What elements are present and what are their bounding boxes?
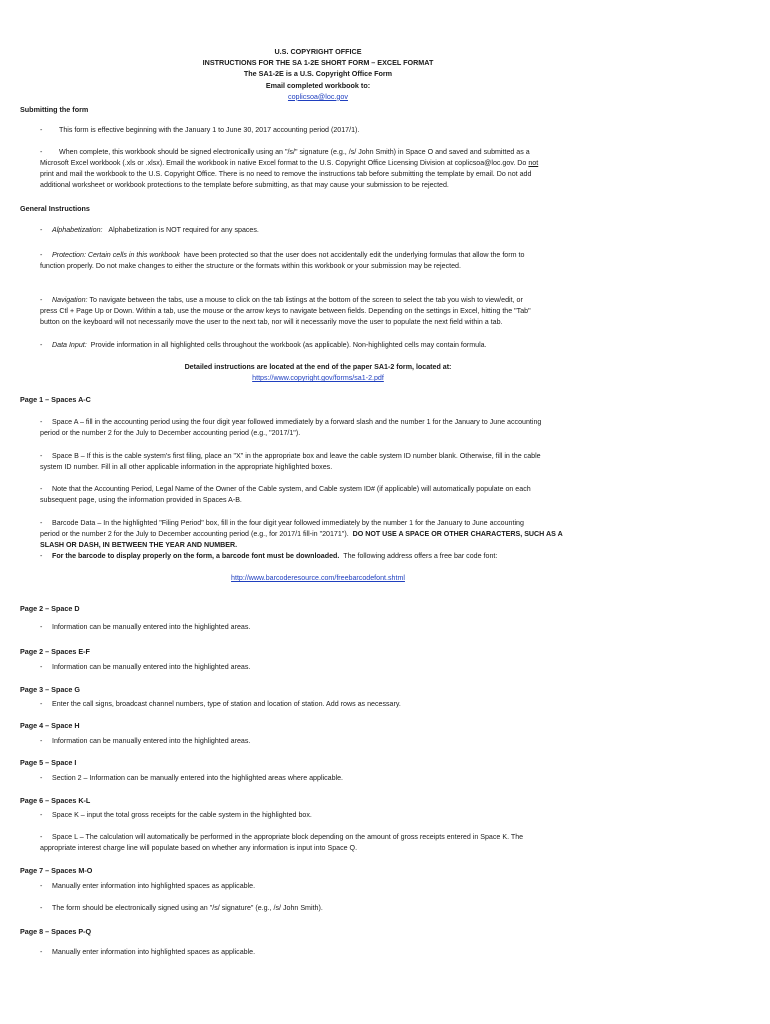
general-alphabetization: - Alphabetization: Alphabetization is NOT required for any spaces. bbox=[40, 226, 259, 234]
section-page8pq-title: Page 8 – Spaces P-Q bbox=[20, 927, 92, 936]
page8pq-item: - Manually enter information into highlighted spaces as applicable. bbox=[40, 948, 256, 956]
header-line-3: The SA1-2E is a U.S. Copyright Office Form bbox=[243, 69, 393, 79]
header-line-2: INSTRUCTIONS FOR THE SA 1-2E SHORT FORM – EXCEL FORMAT bbox=[202, 58, 434, 68]
general-navigation: - Navigation: To navigate between the tabs, use a mouse to click on the tab listings at the bottom of the screen to select the tab you wish to view/edit, or bbox=[40, 296, 523, 304]
section-page3g-title: Page 3 – Space G bbox=[20, 685, 80, 694]
section-general-title: General Instructions bbox=[20, 204, 90, 213]
submitting-paragraph-2: - When complete, this workbook should be signed electronically using an "/s/" signature (e.g., /s/ John Smith) in Space O and saved and submitted as a bbox=[40, 148, 530, 156]
submitting-paragraph-2d: additional worksheet or workbook protections to the template before submitting, as that may cause your submission to be rejected. bbox=[40, 181, 449, 189]
section-page2d-title: Page 2 – Space D bbox=[20, 604, 80, 613]
barcode-font-link-row bbox=[0, 573, 636, 584]
page7mo-item-1: - Manually enter information into highlighted spaces as applicable. bbox=[40, 882, 256, 890]
page1-barcode-3: SLASH OR DASH, IN BETWEEN THE YEAR AND NUMBER. bbox=[40, 541, 238, 549]
section-page5i-title: Page 5 – Space I bbox=[20, 758, 77, 767]
page1-space-b: - Space B – If this is the cable system's first filing, place an "X" in the appropriate box and leave the cable system ID number blank. Otherwise, fill in the cable bbox=[40, 452, 541, 460]
detailed-instructions-link-row bbox=[0, 373, 636, 384]
page4h-item: - Information can be manually entered into the highlighted areas. bbox=[40, 737, 251, 745]
page1-space-a: - Space A – fill in the accounting period using the four digit year followed immediately by a forward slash and the number 1 for the January to June accounting bbox=[40, 418, 542, 426]
general-protection-2: function properly. Do not make changes to either the structure or the formats within this workbook or your submission may be rejected. bbox=[40, 262, 461, 270]
submitting-paragraph-2b: Microsoft Excel workbook (.xls or .xlsx). Email the workbook in native Excel format to the U.S. Copyright Office Licensing Division at coplicsoa@loc.gov. Do not bbox=[40, 159, 539, 167]
detailed-instructions-note: Detailed instructions are located at the end of the paper SA1-2 form, located at: bbox=[184, 363, 452, 371]
general-navigation-3: button on the keyboard will not necessarily move the user to the next tab, nor will it necessarily move the user to populate the next field within a tab. bbox=[40, 318, 503, 326]
section-page7mo-title: Page 7 – Spaces M-O bbox=[20, 866, 93, 875]
page1-barcode: - Barcode Data – In the highlighted "Filing Period" box, fill in the four digit year followed immediately by the number 1 for the January to June accounting bbox=[40, 519, 524, 527]
header-email-link[interactable]: coplicsoa@loc.gov bbox=[287, 91, 349, 101]
header-line-4: Email completed workbook to: bbox=[265, 80, 371, 90]
page1-space-b-2: system ID number. Fill in all other applicable information in the appropriate highlighted boxes. bbox=[40, 463, 333, 471]
section-page1-title: Page 1 – Spaces A-C bbox=[20, 395, 91, 404]
submitting-paragraph-1: - This form is effective beginning with the January 1 to June 30, 2017 accounting period (2017/1). bbox=[40, 126, 360, 134]
sa1-2-pdf-link[interactable]: https://www.copyright.gov/forms/sa1-2.pdf bbox=[252, 374, 384, 382]
barcode-font-link[interactable]: http://www.barcoderesource.com/freebarcodefont.shtml bbox=[231, 574, 405, 582]
document-header bbox=[0, 46, 636, 102]
page2ef-item: - Information can be manually entered into the highlighted areas. bbox=[40, 663, 251, 671]
page5i-item: - Section 2 – Information can be manually entered into the highlighted areas where applicable. bbox=[40, 774, 344, 782]
page1-note: - Note that the Accounting Period, Legal Name of the Owner of the Cable system, and Cable system ID# (if applicable) will automatically populate on each bbox=[40, 485, 531, 493]
general-navigation-2: press Ctl + Page Up or Down. Within a tab, use the mouse or the arrow keys to navigate between fields. Depending on the settings in Excel, hitting the "Tab" bbox=[40, 307, 531, 315]
submitting-paragraph-2c: print and mail the workbook to the U.S. Copyright Office. There is no need to remove the instructions tab before submitting the template by email. Do not add bbox=[40, 170, 532, 178]
page6kl-space-k: - Space K – input the total gross receipts for the cable system in the highlighted box. bbox=[40, 811, 312, 819]
general-protection: - Protection: Certain cells in this workbook have been protected so that the user does not accidentally edit the underlying formulas that allow the form to bbox=[40, 251, 525, 259]
page1-barcode-font: - For the barcode to display properly on the form, a barcode font must be downloaded. The following address offers a free bar code font: bbox=[40, 552, 498, 560]
page1-space-a-2: period or the number 2 for the July to December accounting period (e.g., "2017/1"). bbox=[40, 429, 301, 437]
page6kl-space-l: - Space L – The calculation will automatically be performed in the appropriate block depending on the amount of gross receipts entered in Space K. The bbox=[40, 833, 524, 841]
section-page6kl-title: Page 6 – Spaces K-L bbox=[20, 796, 91, 805]
header-line-1: U.S. COPYRIGHT OFFICE bbox=[274, 47, 362, 56]
page3g-item: - Enter the call signs, broadcast channel numbers, type of station and location of station. Add rows as necessary. bbox=[40, 700, 401, 708]
section-page2ef-title: Page 2 – Spaces E-F bbox=[20, 647, 90, 656]
page1-note-2: subsequent page, using the information provided in Spaces A-B. bbox=[40, 496, 242, 504]
page6kl-space-l-2: appropriate interest charge line will populate based on whether any information is input into Space Q. bbox=[40, 844, 358, 852]
page1-barcode-2: period or the number 2 for the July to December accounting period (e.g., for 2017/1 fill-in "20171"). DO NOT USE A SPACE OR OTHER CHARACTERS, SUCH AS A bbox=[40, 530, 563, 538]
section-submitting-title: Submitting the form bbox=[20, 105, 89, 114]
page7mo-item-2: - The form should be electronically signed using an "/s/ signature" (e.g., /s/ John Smith). bbox=[40, 904, 323, 912]
page2d-item: - Information can be manually entered into the highlighted areas. bbox=[40, 623, 251, 631]
general-data-input: - Data Input: Provide information in all highlighted cells throughout the workbook (as applicable). Non-highlighted cells may contain formula. bbox=[40, 341, 487, 349]
section-page4h-title: Page 4 – Space H bbox=[20, 721, 80, 730]
